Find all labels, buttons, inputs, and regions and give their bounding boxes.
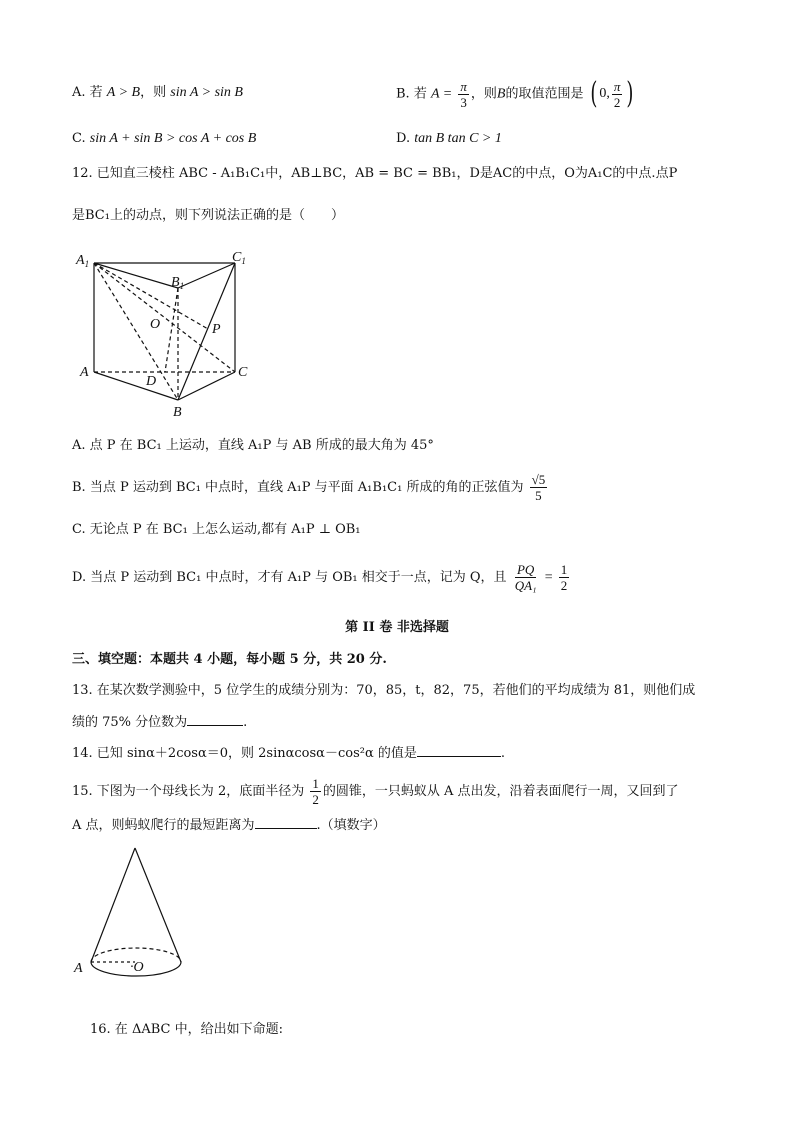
q13-answer-blank[interactable] [187, 713, 243, 726]
q16-line: 16. 在 ΔABC 中，给出如下命题: [90, 1022, 283, 1037]
label-c1: $C_1$ [232, 250, 246, 266]
label-p: P [212, 322, 221, 337]
q12-stem-line1: 12. 已知直三棱柱 ABC - A₁B₁C₁中，AB⊥BC，AB = BC = BB₁，D是AC的中点，O为A₁C的中点.点P [72, 166, 678, 181]
label-a: A [80, 365, 89, 380]
label-d: D [146, 374, 157, 389]
cone-label-a: A [74, 961, 83, 976]
section-title: 第 II 卷 非选择题 [345, 620, 449, 635]
label-a1: $A_1$ [76, 253, 90, 269]
cone-figure [70, 842, 200, 982]
q12-stem-line2: 是BC₁上的动点，则下列说法正确的是（ ） [72, 208, 344, 223]
q12-option-d-fraction-right: $\frac{1}{2}$ [560, 562, 568, 593]
q14-line: 14. 已知 sinα＋2cosα＝0，则 2sinαcosα－cos²α 的值是 . [72, 746, 506, 761]
q13-line2: 绩的 75% 分位数为 . [72, 715, 248, 730]
q12-option-b: B. 当点 P 运动到 BC₁ 中点时，直线 A₁P 与平面 A₁B₁C₁ 所成的角的正弦值为 $\frac{√5}{5}$ [72, 472, 546, 503]
q11-option-d: D. tan B tan C > 1 [396, 131, 502, 146]
label-b: B [173, 405, 182, 420]
q15-line2: A 点，则蚂蚁爬行的最短距离为 .（填数字） [72, 818, 386, 833]
section-heading: 三、填空题：本题共 4 小题，每小题 5 分，共 20 分. [72, 652, 387, 667]
cone-label-o: ·O [130, 960, 144, 975]
q15-fraction: $\frac{1}{2}$ [312, 776, 319, 807]
label-o: O [150, 317, 161, 332]
q12-option-c: C. 无论点 P 在 BC₁ 上怎么运动,都有 A₁P ⊥ OB₁ [72, 522, 361, 537]
prism-figure [70, 245, 260, 420]
q12-option-d-fraction-left: $\frac{PQ}{\text{QA₁}}$ [514, 562, 537, 593]
q11-option-b-fraction: $\frac{\pi}{3}$ [460, 78, 467, 110]
q11-option-b: B. 若 A = $\frac{\pi}{3}$ ，则B的取值范围是 ( 0, $\frac{\pi}{2}$ ) [396, 76, 636, 113]
q12-option-b-fraction: $\frac{√5}{5}$ [531, 472, 546, 503]
q11-option-a-result: sin A > sin B [170, 85, 243, 100]
q15-line1: 15. 下图为一个母线长为 2，底面半径为 $\frac{1}{2}$ 的圆锥，一只蚂蚁从 A 点出发，沿着表面爬行一周，又回到了 [72, 776, 679, 807]
q13-line1: 13. 在某次数学测验中，5 位学生的成绩分别为：70，85，t，82，75，若他们的平均成绩为 81，则他们成 [72, 683, 696, 698]
q12-option-a: A. 点 P 在 BC₁ 上运动，直线 A₁P 与 AB 所成的最大角为 45° [72, 438, 434, 453]
q11-option-c: C. sin A + sin B > cos A + cos B [72, 131, 257, 146]
label-c: C [238, 365, 248, 380]
q11-option-a-condition: A > B [106, 85, 141, 100]
q11-option-b-interval: ( 0, $\frac{\pi}{2}$ ) [589, 76, 634, 111]
q12-option-d: D. 当点 P 运动到 BC₁ 中点时，才有 A₁P 与 OB₁ 相交于一点，记为 Q，且 $\frac{PQ}{\text{QA₁}}$ = $\frac{1}{2}$ [72, 562, 568, 593]
q15-answer-blank[interactable] [255, 816, 317, 829]
q11-option-a: A. 若 A > B，则 sin A > sin B [72, 85, 243, 100]
label-b1: $B_1$ [171, 275, 185, 291]
q14-answer-blank[interactable] [417, 744, 501, 757]
